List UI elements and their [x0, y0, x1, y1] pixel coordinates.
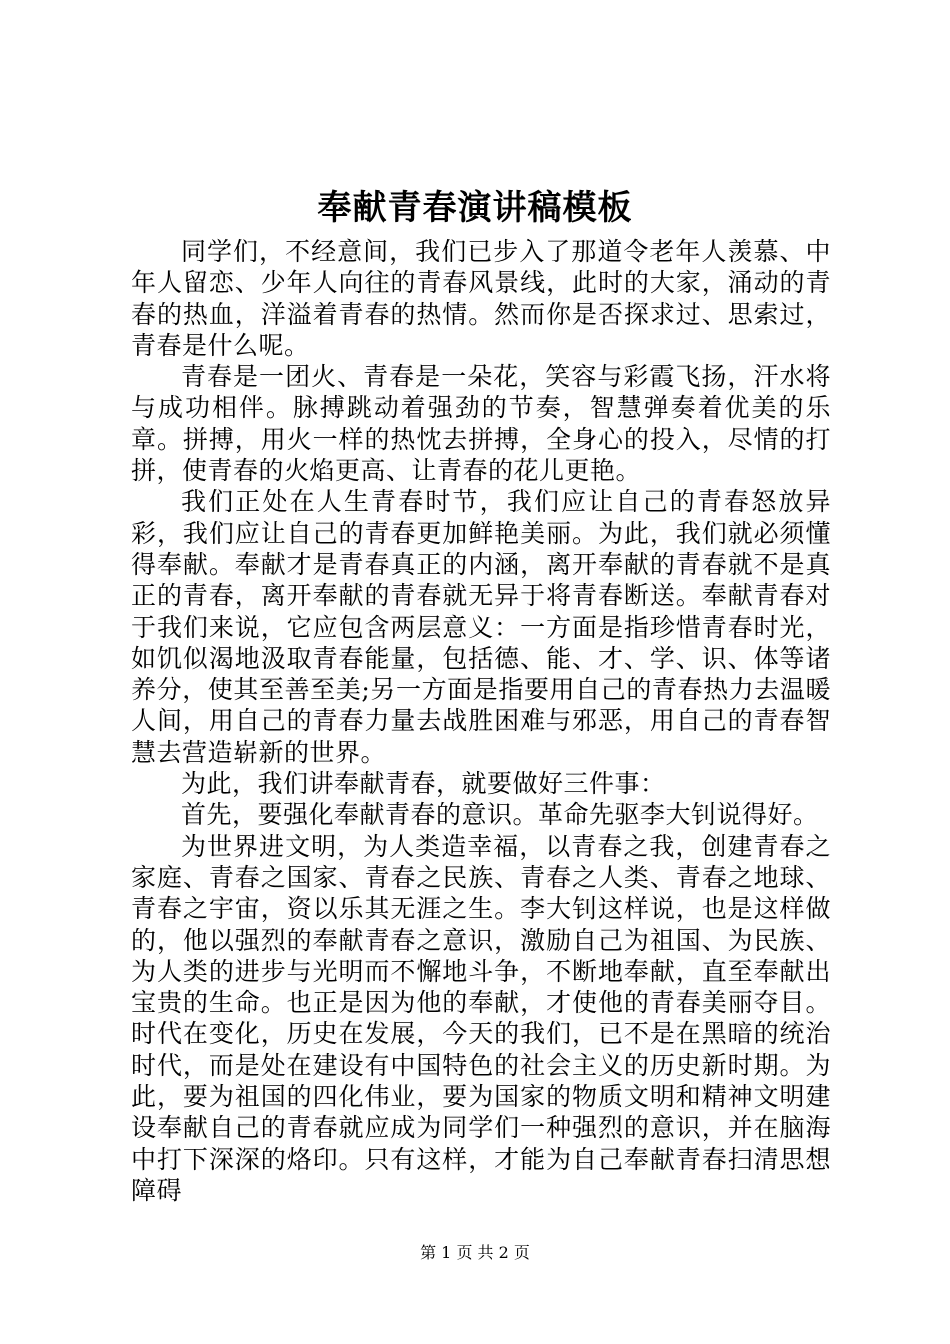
document-body	[131, 236, 831, 1206]
paragraph-6: 为世界进文明，为人类造幸福，以青春之我，创建青春之家庭、青春之国家、青春之民族、青春之人类、青春之地球、青春之宇宙，资以乐其无涯之生。李大钊这样说，也是这样做的，他以强烈的奉献青春之意识，激励自己为祖国、为民族、为人类的进步与光明而不懈地斗争，不断地奉献，直至奉献出宝贵的生命。也正是因为他的奉献，才使他的青春美丽夺目。时代在变化，历史在发展，今天的我们，已不是在黑暗的统治时代，而是处在建设有中国特色的社会主义的历史新时期。为此，要为祖国的四化伟业，要为国家的物质文明和精神文明建设奉献自己的青春就应成为同学们一种强烈的意识，并在脑海中打下深深的烙印。只有这样，才能为自己奉献青春扫清思想障碍	[131, 831, 831, 1205]
paragraph-2: 青春是一团火、青春是一朵花，笑容与彩霞飞扬，汗水将与成功相伴。脉搏跳动着强劲的节奏，智慧弹奏着优美的乐章。拼搏，用火一样的热忱去拼搏，全身心的投入，尽情的打拼，使青春的火焰更高、让青春的花儿更艳。	[131, 362, 831, 486]
paragraph-4: 为此，我们讲奉献青春，就要做好三件事：	[181, 769, 666, 799]
paragraph-1: 同学们，不经意间，我们已步入了那道令老年人羡慕、中年人留恋、少年人向往的青春风景线，此时的大家，涌动的青春的热血，洋溢着青春的热情。然而你是否探求过、思索过，青春是什么呢。	[131, 237, 831, 360]
document-title: 奉献青春演讲稿模板	[317, 188, 633, 228]
paragraph-5: 首先，要强化奉献青春的意识。革命先驱李大钊说得好。	[181, 800, 819, 830]
page-number-footer: 第 1 页 共 2 页	[420, 1243, 530, 1262]
paragraph-3: 我们正处在人生青春时节，我们应让自己的青春怒放异彩，我们应让自己的青春更加鲜艳美丽。为此，我们就必须懂得奉献。奉献才是青春真正的内涵，离开奉献的青春就不是真正的青春，离开奉献的青春就无异于将青春断送。奉献青春对于我们来说，它应包含两层意义：一方面是指珍惜青春时光，如饥似渴地汲取青春能量，包括德、能、才、学、识、体等诸养分，使其至善至美;另一方面是指要用自己的青春热力去温暖人间，用自己的青春力量去战胜困难与邪恶，用自己的青春智慧去营造崭新的世界。	[131, 487, 831, 767]
